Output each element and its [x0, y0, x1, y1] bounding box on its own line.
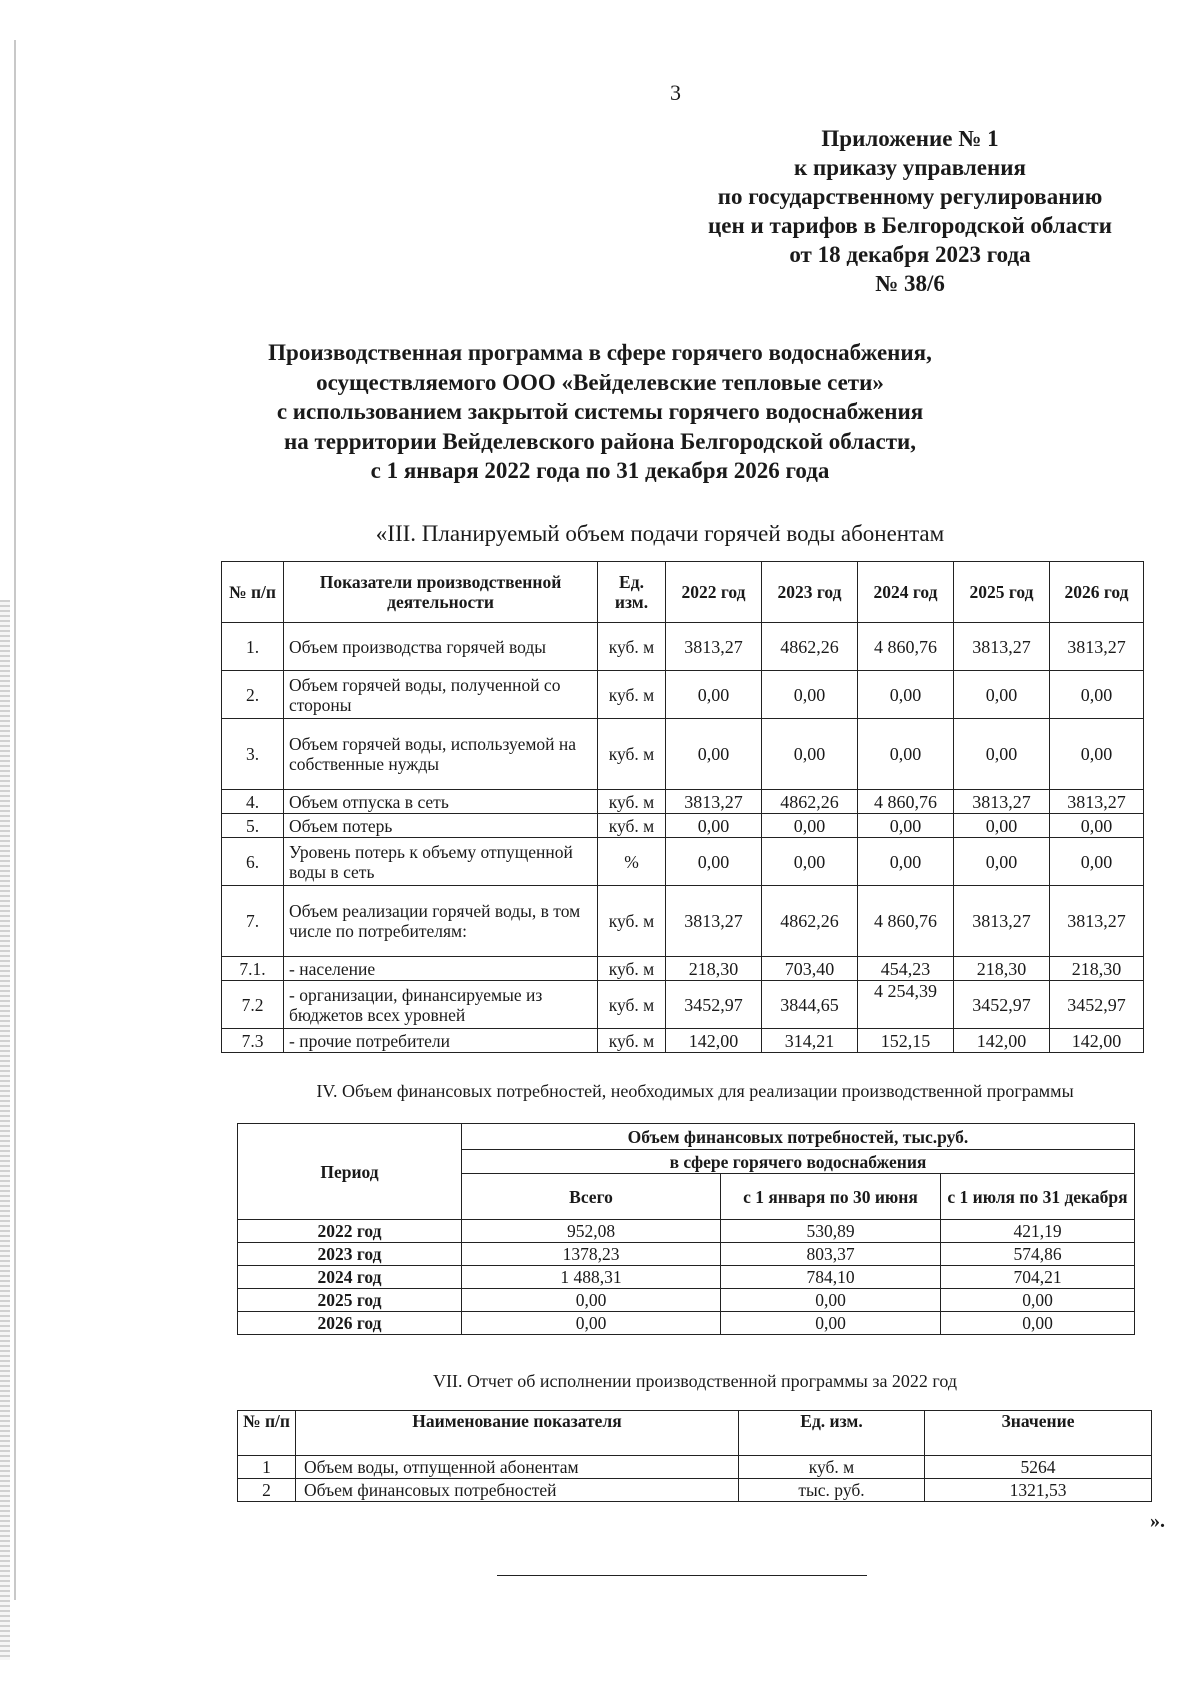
table-header-row: [222, 562, 1144, 623]
appendix-line: от 18 декабря 2023 года: [789, 242, 1031, 267]
value-2022: 218,30: [666, 957, 762, 981]
value-2023: 703,40: [762, 957, 858, 981]
row-indicator: Объем горячей воды, используемой на собственные нужды: [284, 719, 598, 790]
scan-edge-strip: [0, 600, 10, 1660]
header-second-half: с 1 июля по 31 декабря: [941, 1174, 1135, 1220]
value-2026: 0,00: [1050, 814, 1144, 838]
value-2024: 4 254,39: [858, 981, 954, 1029]
row-indicator: Объем отпуска в сеть: [284, 790, 598, 814]
row-first-half: 0,00: [721, 1289, 941, 1312]
value-2025: 0,00: [954, 838, 1050, 886]
value-2024: 0,00: [858, 814, 954, 838]
table-header-row: [238, 1411, 1152, 1456]
row-first-half: 0,00: [721, 1312, 941, 1335]
table-row: [238, 1312, 1135, 1335]
table-row: [222, 623, 1144, 671]
value-2025: 3813,27: [954, 623, 1050, 671]
row-no: 3.: [222, 719, 284, 790]
closing-quote: ».: [1150, 1510, 1165, 1532]
value-2023: 4862,26: [762, 623, 858, 671]
title-line: на территории Вейделевского района Белгородской области,: [283, 428, 917, 454]
row-no: 7.1.: [222, 957, 284, 981]
table-row: [222, 671, 1144, 719]
row-unit: куб. м: [598, 790, 666, 814]
page-number: 3: [670, 80, 681, 105]
row-first-half: 530,89: [721, 1220, 941, 1243]
row-unit: куб. м: [598, 719, 666, 790]
table-row: [238, 1243, 1135, 1266]
row-total: 0,00: [462, 1312, 721, 1335]
value-2026: 142,00: [1050, 1029, 1144, 1053]
row-indicator: - население: [284, 957, 598, 981]
row-no: 4.: [222, 790, 284, 814]
value-2022: 3452,97: [666, 981, 762, 1029]
row-indicator: Объем производства горячей воды: [284, 623, 598, 671]
row-no: 1: [238, 1456, 296, 1479]
value-2023: 0,00: [762, 671, 858, 719]
row-second-half: 0,00: [941, 1312, 1135, 1335]
value-2022: 0,00: [666, 838, 762, 886]
signature-line: [497, 1575, 867, 1576]
row-value: 1321,53: [925, 1479, 1152, 1502]
table-header-row: [238, 1124, 1135, 1150]
row-indicator: Уровень потерь к объему отпущенной воды в сеть: [284, 838, 598, 886]
section7-title: VII. Отчет об исполнении производственной программы за 2022 год: [432, 1371, 958, 1391]
row-period: 2026 год: [238, 1312, 462, 1335]
value-2026: 0,00: [1050, 719, 1144, 790]
value-2025: 142,00: [954, 1029, 1050, 1053]
header-total: Всего: [462, 1174, 721, 1220]
row-no: 2.: [222, 671, 284, 719]
row-second-half: 574,86: [941, 1243, 1135, 1266]
value-2023: 314,21: [762, 1029, 858, 1053]
row-second-half: 421,19: [941, 1220, 1135, 1243]
row-value: 5264: [925, 1456, 1152, 1479]
row-first-half: 784,10: [721, 1266, 941, 1289]
row-no: 7.3: [222, 1029, 284, 1053]
header-indicator: Показатели производственной деятельности: [284, 562, 598, 623]
appendix-line: Приложение № 1: [821, 126, 999, 151]
document-title: [180, 338, 1020, 486]
value-2024: 0,00: [858, 838, 954, 886]
appendix-line: по государственному регулированию: [717, 184, 1103, 209]
execution-report-table: [237, 1410, 1152, 1502]
row-period: 2025 год: [238, 1289, 462, 1312]
appendix-header: [610, 124, 1200, 298]
header-first-half: с 1 января по 30 июня: [721, 1174, 941, 1220]
title-line: осуществляемого ООО «Вейделевские тепловые сети»: [316, 369, 884, 395]
value-2024: 0,00: [858, 671, 954, 719]
table-row: [222, 1029, 1144, 1053]
row-period: 2022 год: [238, 1220, 462, 1243]
planned-volume-table: [221, 561, 1144, 1053]
value-2023: 0,00: [762, 838, 858, 886]
row-unit: куб. м: [598, 1029, 666, 1053]
header-no: № п/п: [238, 1411, 296, 1456]
value-2026: 0,00: [1050, 671, 1144, 719]
value-2026: 3813,27: [1050, 886, 1144, 957]
row-unit: куб. м: [739, 1456, 925, 1479]
row-unit: %: [598, 838, 666, 886]
header-no: № п/п: [222, 562, 284, 623]
value-2024: 4 860,76: [858, 623, 954, 671]
table-row: [222, 814, 1144, 838]
row-period: 2023 год: [238, 1243, 462, 1266]
row-unit: тыс. руб.: [739, 1479, 925, 1502]
row-indicator-name: Объем финансовых потребностей: [296, 1479, 739, 1502]
value-2026: 3813,27: [1050, 790, 1144, 814]
section4-title: IV. Объем финансовых потребностей, необходимых для реализации производственной программы: [316, 1081, 1074, 1101]
value-2022: 3813,27: [666, 790, 762, 814]
value-2025: 3452,97: [954, 981, 1050, 1029]
value-2025: 0,00: [954, 719, 1050, 790]
value-2023: 0,00: [762, 814, 858, 838]
row-indicator: - прочие потребители: [284, 1029, 598, 1053]
value-2025: 0,00: [954, 671, 1050, 719]
row-unit: куб. м: [598, 671, 666, 719]
value-2024: 454,23: [858, 957, 954, 981]
appendix-line: к приказу управления: [794, 155, 1026, 180]
header-2023: 2023 год: [762, 562, 858, 623]
row-second-half: 704,21: [941, 1266, 1135, 1289]
row-first-half: 803,37: [721, 1243, 941, 1266]
row-unit: куб. м: [598, 623, 666, 671]
row-indicator-name: Объем воды, отпущенной абонентам: [296, 1456, 739, 1479]
table-row: [238, 1456, 1152, 1479]
table-row: [222, 957, 1144, 981]
table-row: [222, 838, 1144, 886]
row-unit: куб. м: [598, 814, 666, 838]
value-2025: 0,00: [954, 814, 1050, 838]
row-total: 952,08: [462, 1220, 721, 1243]
row-total: 1 488,31: [462, 1266, 721, 1289]
appendix-line: цен и тарифов в Белгородской области: [708, 213, 1112, 238]
header-indicator-name: Наименование показателя: [296, 1411, 739, 1456]
row-no: 6.: [222, 838, 284, 886]
value-2026: 218,30: [1050, 957, 1144, 981]
value-2023: 4862,26: [762, 790, 858, 814]
value-2022: 3813,27: [666, 623, 762, 671]
title-line: с использованием закрытой системы горячего водоснабжения: [276, 399, 924, 424]
title-line: с 1 января 2022 года по 31 декабря 2026 года: [370, 458, 830, 483]
row-no: 5.: [222, 814, 284, 838]
value-2025: 3813,27: [954, 886, 1050, 957]
value-2024: 152,15: [858, 1029, 954, 1053]
value-2022: 0,00: [666, 719, 762, 790]
table-row: [238, 1289, 1135, 1312]
value-2023: 0,00: [762, 719, 858, 790]
header-2026: 2026 год: [1050, 562, 1144, 623]
row-unit: куб. м: [598, 981, 666, 1029]
table-row: [238, 1479, 1152, 1502]
value-2022: 0,00: [666, 814, 762, 838]
row-indicator: - организации, финансируемые из бюджетов всех уровней: [284, 981, 598, 1029]
table-row: [238, 1266, 1135, 1289]
row-no: 7.: [222, 886, 284, 957]
row-no: 1.: [222, 623, 284, 671]
header-2022: 2022 год: [666, 562, 762, 623]
value-2025: 218,30: [954, 957, 1050, 981]
row-no: 2: [238, 1479, 296, 1502]
row-second-half: 0,00: [941, 1289, 1135, 1312]
header-unit: Ед. изм.: [739, 1411, 925, 1456]
table-row: [238, 1220, 1135, 1243]
row-total: 0,00: [462, 1289, 721, 1312]
appendix-line: № 38/6: [875, 271, 945, 296]
value-2026: 3813,27: [1050, 623, 1144, 671]
row-total: 1378,23: [462, 1243, 721, 1266]
value-2022: 3813,27: [666, 886, 762, 957]
value-2022: 0,00: [666, 671, 762, 719]
value-2024: 4 860,76: [858, 790, 954, 814]
scan-edge-line: [14, 40, 16, 1600]
value-2022: 142,00: [666, 1029, 762, 1053]
row-indicator: Объем горячей воды, полученной со стороны: [284, 671, 598, 719]
value-2023: 4862,26: [762, 886, 858, 957]
value-2026: 3452,97: [1050, 981, 1144, 1029]
value-2026: 0,00: [1050, 838, 1144, 886]
row-no: 7.2: [222, 981, 284, 1029]
header-unit: Ед. изм.: [598, 562, 666, 623]
table-row: [222, 886, 1144, 957]
financial-needs-table: [237, 1123, 1135, 1335]
header-2025: 2025 год: [954, 562, 1050, 623]
header-financial-needs: Объем финансовых потребностей, тыс.руб.: [462, 1124, 1135, 1150]
value-2024: 0,00: [858, 719, 954, 790]
table-row: [222, 790, 1144, 814]
value-2024: 4 860,76: [858, 886, 954, 957]
table-row: [222, 981, 1144, 1029]
header-period: Период: [238, 1124, 462, 1220]
value-2023: 3844,65: [762, 981, 858, 1029]
header-value: Значение: [925, 1411, 1152, 1456]
row-unit: куб. м: [598, 957, 666, 981]
header-2024: 2024 год: [858, 562, 954, 623]
title-line: Производственная программа в сфере горячего водоснабжения,: [268, 340, 932, 365]
section3-title: «III. Планируемый объем подачи горячей воды абонентам: [375, 521, 945, 546]
row-unit: куб. м: [598, 886, 666, 957]
row-indicator: Объем реализации горячей воды, в том числе по потребителям:: [284, 886, 598, 957]
table-row: [222, 719, 1144, 790]
row-period: 2024 год: [238, 1266, 462, 1289]
value-2025: 3813,27: [954, 790, 1050, 814]
header-hot-water: в сфере горячего водоснабжения: [462, 1150, 1135, 1174]
row-indicator: Объем потерь: [284, 814, 598, 838]
